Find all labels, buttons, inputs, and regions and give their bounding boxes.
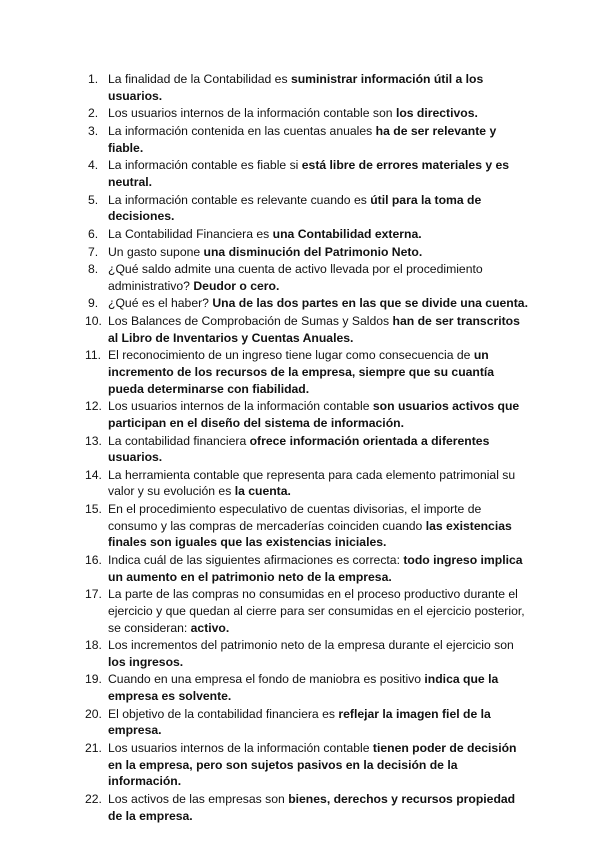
item-text: La información contable es relevante cuando es — [108, 192, 371, 207]
item-number: 10. — [85, 314, 102, 329]
question-list — [85, 71, 528, 825]
item-number: 16. — [85, 553, 102, 568]
item-answer: suministrar información útil a los usuarios. — [108, 72, 484, 103]
list-item — [88, 192, 528, 225]
item-number: 1. — [88, 72, 99, 86]
item-answer: las existencias finales son iguales que las existencias iniciales. — [108, 518, 512, 550]
item-number: 15. — [85, 502, 102, 517]
item-number: 2. — [88, 106, 99, 121]
item-answer: está libre de errores materiales y es neutral. — [108, 158, 510, 189]
item-number: 21. — [85, 741, 102, 756]
item-number: 13. — [85, 433, 102, 448]
item-text: ¿Qué es el haber? — [108, 296, 213, 311]
item-answer: reflejar la imagen fiel de la empresa. — [108, 706, 491, 738]
item-number: 17. — [85, 587, 102, 602]
item-answer: una disminución del Patrimonio Neto. — [203, 244, 423, 259]
item-answer: Deudor o cero. — [193, 278, 280, 293]
item-text: La información contenida en las cuentas anuales — [108, 123, 376, 138]
item-answer: ha de ser relevante y fiable. — [108, 123, 497, 155]
item-text: ¿Qué saldo admite una cuenta de activo llevada por el procedimiento administrativo? — [108, 262, 483, 293]
item-number: 8. — [88, 262, 99, 277]
list-item — [85, 706, 528, 739]
item-number: 18. — [85, 638, 102, 653]
item-number: 7. — [88, 244, 99, 259]
list-item — [85, 671, 528, 704]
item-number: 22. — [85, 791, 102, 806]
item-text: Cuando en una empresa el fondo de maniobra es positivo — [108, 672, 425, 687]
list-item — [88, 157, 528, 190]
item-answer: han de ser transcritos al Libro de Inventarios y Cuentas Anuales. — [108, 314, 520, 345]
item-answer: activo. — [190, 620, 230, 635]
item-answer: todo ingreso implica un aumento en el patrimonio neto de la empresa. — [108, 553, 523, 584]
list-item — [85, 740, 528, 790]
item-number: 4. — [88, 158, 99, 173]
item-text: La parte de las compras no consumidas en el proceso productivo durante el ejercicio y que quedan al cierre para ser consumidas en el ejercicio posterior, se consideran: — [108, 587, 525, 635]
list-item — [85, 637, 528, 670]
item-text: La Contabilidad Financiera es — [108, 226, 273, 241]
item-number: 14. — [85, 467, 102, 482]
item-answer: los directivos. — [395, 106, 478, 121]
list-item — [85, 586, 528, 636]
list-item — [88, 261, 528, 294]
item-number: 3. — [88, 123, 99, 138]
item-text: Los activos de las empresas son — [108, 791, 289, 806]
item-text: La herramienta contable que representa para cada elemento patrimonial su valor y su evolución es — [108, 467, 516, 499]
item-answer: los ingresos. — [108, 654, 184, 669]
list-item — [85, 791, 528, 824]
list-item — [88, 295, 528, 312]
item-answer: la cuenta. — [234, 484, 291, 499]
item-text: Los usuarios internos de la información contable — [108, 399, 373, 414]
list-item — [85, 398, 528, 431]
item-text: En el procedimiento especulativo de cuentas divisorias, el importe de consumo y las compras de mercaderías coinciden cuando — [108, 502, 482, 533]
item-answer: tienen poder de decisión en la empresa, pero son sujetos pasivos en la decisión de la información. — [108, 741, 517, 789]
item-number: 20. — [85, 706, 102, 721]
list-item — [85, 347, 528, 397]
item-text: Los Balances de Comprobación de Sumas y Saldos — [108, 314, 393, 329]
item-answer: una Contabilidad externa. — [272, 226, 422, 241]
list-item — [85, 313, 528, 346]
list-item — [85, 433, 528, 466]
item-number: 12. — [85, 399, 102, 414]
item-number: 9. — [88, 296, 99, 311]
list-item — [85, 552, 528, 585]
item-answer: Una de las dos partes en las que se divide una cuenta. — [212, 296, 528, 311]
item-answer: un incremento de los recursos de la empresa, siempre que su cuantía pueda determinarse con fiabilidad. — [108, 348, 495, 396]
list-item — [88, 71, 528, 104]
list-item — [88, 105, 528, 122]
item-text: Los incrementos del patrimonio neto de la empresa durante el ejercicio son — [108, 638, 514, 653]
item-text: Los usuarios internos de la información contable — [108, 741, 373, 756]
item-text: El reconocimiento de un ingreso tiene lugar como consecuencia de — [108, 348, 474, 363]
list-item — [88, 123, 528, 156]
item-number: 5. — [88, 192, 99, 207]
item-number: 19. — [85, 672, 102, 687]
item-text: La finalidad de la Contabilidad es — [108, 72, 291, 86]
item-text: Un gasto supone — [108, 244, 204, 259]
item-answer: ofrece información orientada a diferentes usuarios. — [108, 433, 490, 465]
item-text: La información contable es fiable si — [108, 158, 302, 173]
list-item — [85, 467, 528, 500]
item-number: 11. — [85, 348, 102, 363]
item-answer: son usuarios activos que participan en el diseño del sistema de información. — [108, 399, 520, 430]
list-item — [88, 226, 528, 243]
list-item — [85, 501, 528, 551]
item-text: Los usuarios internos de la información contable son — [108, 106, 396, 121]
list-item — [88, 244, 528, 261]
item-text: El objetivo de la contabilidad financiera es — [108, 706, 339, 721]
item-number: 6. — [88, 226, 99, 241]
item-answer: indica que la empresa es solvente. — [108, 672, 499, 704]
item-text: Indica cuál de las siguientes afirmaciones es correcta: — [108, 553, 404, 568]
item-answer: bienes, derechos y recursos propiedad de la empresa. — [108, 791, 516, 823]
item-text: La contabilidad financiera — [108, 433, 250, 448]
item-answer: útil para la toma de decisiones. — [108, 192, 482, 224]
